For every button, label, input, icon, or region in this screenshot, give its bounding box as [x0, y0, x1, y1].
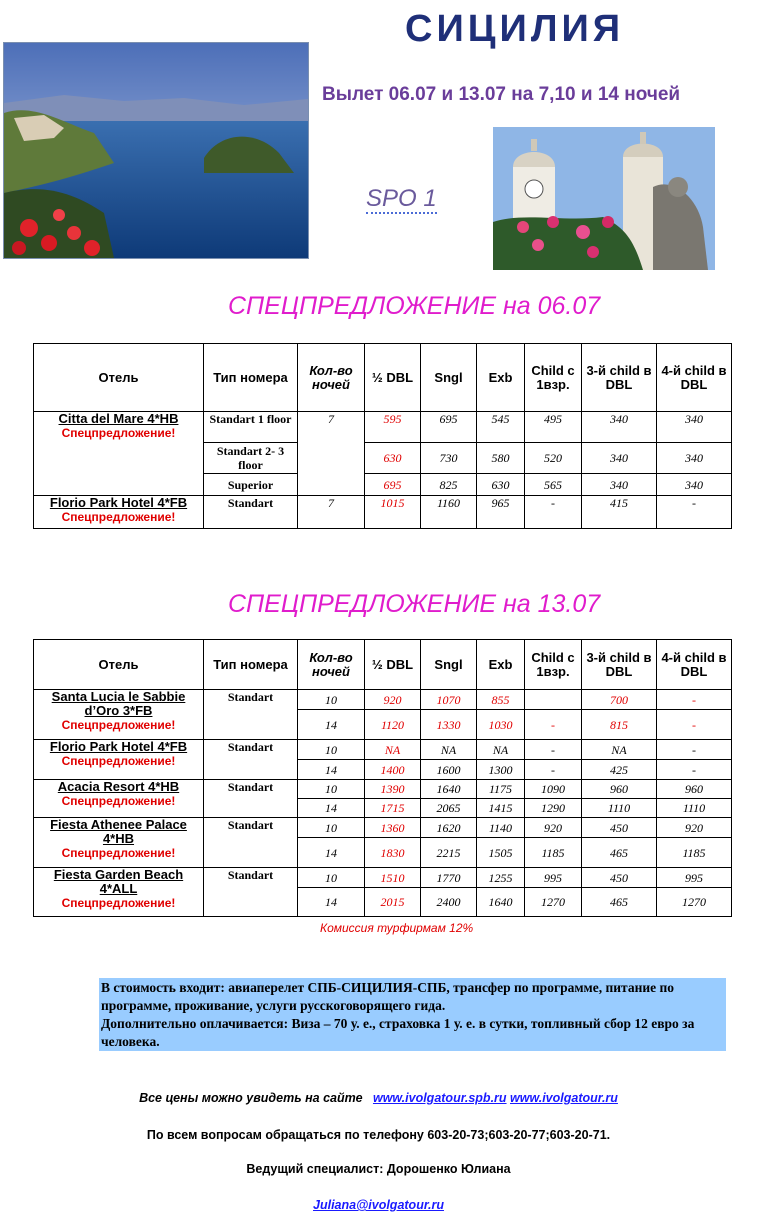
price-exb: NA: [477, 740, 525, 760]
departure-subtitle: Вылет 06.07 и 13.07 на 7,10 и 14 ночей: [322, 84, 681, 105]
table-row: [34, 412, 732, 443]
price-child: 995: [525, 868, 582, 888]
hotel-name: Florio Park Hotel 4*FB: [49, 739, 188, 754]
price-dbl: 1830: [365, 838, 421, 868]
email-link[interactable]: Juliana@ivolgatour.ru: [313, 1198, 444, 1212]
price-exb: 630: [477, 474, 525, 496]
price-exb: 965: [477, 496, 525, 529]
hotel-cell: [34, 740, 204, 780]
price-child: 1090: [525, 780, 582, 799]
room-type: Standart: [204, 496, 298, 529]
price-dbl: 1510: [365, 868, 421, 888]
nights: 10: [298, 740, 365, 760]
church-photo-image: [493, 127, 715, 270]
price-dbl: 920: [365, 690, 421, 710]
price-includes-box: [99, 978, 726, 1051]
hotel-name: Fiesta Athenee Palace 4*HB: [50, 817, 187, 846]
special-offer-note: Спецпредложение!: [61, 754, 176, 768]
price-dbl: 1390: [365, 780, 421, 799]
header-exb: Exb: [477, 344, 525, 412]
price-exb: 545: [477, 412, 525, 443]
prices-line: [0, 1091, 757, 1105]
price-child: 1270: [525, 888, 582, 917]
commission-note: Комиссия турфирмам 12%: [320, 921, 474, 935]
room-type: Standart: [204, 690, 298, 740]
price-child: [525, 690, 582, 710]
table-row: [34, 496, 732, 529]
price-child: -: [525, 710, 582, 740]
nights: 14: [298, 838, 365, 868]
nights: 10: [298, 818, 365, 838]
price-4th-child: 995: [657, 868, 732, 888]
price-exb: 580: [477, 443, 525, 474]
table-row: [34, 690, 732, 710]
price-dbl: 1715: [365, 799, 421, 818]
price-exb: 1140: [477, 818, 525, 838]
price-dbl: 2015: [365, 888, 421, 917]
offer2-price-table: [33, 639, 732, 917]
spo-text: SPO 1: [366, 185, 437, 212]
price-dbl: 1120: [365, 710, 421, 740]
nights: 14: [298, 888, 365, 917]
hotel-name: Fiesta Garden Beach 4*ALL: [53, 867, 184, 896]
price-child: -: [525, 496, 582, 529]
hotel-cell: [34, 496, 204, 529]
price-child: 495: [525, 412, 582, 443]
price-sngl: 2215: [421, 838, 477, 868]
nights: 14: [298, 710, 365, 740]
price-sngl: NA: [421, 740, 477, 760]
offer1-price-table: [33, 343, 732, 529]
hotel-cell: [34, 690, 204, 740]
offer2-header-row: [34, 640, 732, 690]
hotel-cell: [34, 412, 204, 496]
price-sngl: 825: [421, 474, 477, 496]
price-sngl: 1330: [421, 710, 477, 740]
header-half-dbl: ½ DBL: [365, 640, 421, 690]
header-3rd-child: 3-й child в DBL: [582, 344, 657, 412]
includes-text: В стоимость входит: авиаперелет СПБ-СИЦИЛИЯ-СПБ, трансфер по программе, питание по программе, проживание, услуги русскоговорящего гида.: [101, 980, 675, 1013]
price-3rd-child: 1110: [582, 799, 657, 818]
price-4th-child: -: [657, 760, 732, 780]
spo-label: [366, 185, 437, 213]
price-dbl: 695: [365, 474, 421, 496]
extra-payment-text: Дополнительно оплачивается: Виза – 70 у. е., страховка 1 у. е. в сутки, топливный сбор 12 евро за человека.: [101, 1016, 695, 1049]
price-exb: 1505: [477, 838, 525, 868]
price-4th-child: 920: [657, 818, 732, 838]
price-exb: 1640: [477, 888, 525, 917]
price-dbl: 1360: [365, 818, 421, 838]
price-exb: 1175: [477, 780, 525, 799]
special-offer-note: Спецпредложение!: [61, 718, 176, 732]
price-sngl: 730: [421, 443, 477, 474]
hotel-cell: [34, 780, 204, 818]
price-dbl: 595: [365, 412, 421, 443]
coast-photo-image: [4, 43, 308, 258]
price-sngl: 1600: [421, 760, 477, 780]
price-sngl: 1620: [421, 818, 477, 838]
price-4th-child: 1110: [657, 799, 732, 818]
price-4th-child: 340: [657, 443, 732, 474]
price-exb: 1300: [477, 760, 525, 780]
price-sngl: 1070: [421, 690, 477, 710]
specialist-line: Ведущий специалист: Дорошенко Юлиана: [246, 1162, 511, 1176]
price-sngl: 2065: [421, 799, 477, 818]
price-child: -: [525, 760, 582, 780]
hotel-cell: [34, 818, 204, 868]
price-dbl: NA: [365, 740, 421, 760]
header-exb: Exb: [477, 640, 525, 690]
nights: 7: [298, 496, 365, 529]
nights: 10: [298, 868, 365, 888]
table-row: [34, 740, 732, 760]
price-3rd-child: 815: [582, 710, 657, 740]
special-offer-note: Спецпредложение!: [61, 896, 176, 910]
prices-text: Все цены можно увидеть на сайте: [139, 1091, 363, 1105]
hotel-name: Florio Park Hotel 4*FB: [49, 495, 188, 510]
table-row: [34, 818, 732, 838]
price-3rd-child: 450: [582, 868, 657, 888]
header-nights: Кол-во ночей: [298, 640, 365, 690]
price-exb: 855: [477, 690, 525, 710]
hotel-name: Acacia Resort 4*HB: [57, 779, 180, 794]
price-4th-child: 340: [657, 474, 732, 496]
hotel-name: Citta del Mare 4*HB: [58, 411, 179, 426]
price-child: -: [525, 740, 582, 760]
nights: 7: [298, 412, 365, 496]
room-type: Standart: [204, 818, 298, 868]
price-3rd-child: 465: [582, 838, 657, 868]
phone-line: По всем вопросам обращаться по телефону 603-20-73;603-20-77;603-20-71.: [146, 1128, 611, 1142]
price-3rd-child: 700: [582, 690, 657, 710]
header-4th-child: 4-й child в DBL: [657, 344, 732, 412]
nights: 10: [298, 690, 365, 710]
header-half-dbl: ½ DBL: [365, 344, 421, 412]
price-3rd-child: 450: [582, 818, 657, 838]
header-hotel: Отель: [34, 344, 204, 412]
price-dbl: 1015: [365, 496, 421, 529]
price-3rd-child: 425: [582, 760, 657, 780]
hotel-cell: [34, 868, 204, 917]
site-link-spb[interactable]: www.ivolgatour.spb.ru: [372, 1091, 507, 1105]
header-sngl: Sngl: [421, 640, 477, 690]
price-4th-child: -: [657, 690, 732, 710]
room-type: Superior: [204, 474, 298, 496]
header-room-type: Тип номера: [204, 640, 298, 690]
price-exb: 1255: [477, 868, 525, 888]
price-4th-child: -: [657, 496, 732, 529]
room-type: Standart 2- 3 floor: [204, 443, 298, 474]
hotel-name: Santa Lucia le Sabbie d’Oro 3*FB: [51, 689, 186, 718]
price-exb: 1030: [477, 710, 525, 740]
price-3rd-child: 415: [582, 496, 657, 529]
price-4th-child: 1185: [657, 838, 732, 868]
table-row: [34, 868, 732, 888]
price-exb: 1415: [477, 799, 525, 818]
price-child: 565: [525, 474, 582, 496]
price-4th-child: 340: [657, 412, 732, 443]
price-3rd-child: 960: [582, 780, 657, 799]
nights: 14: [298, 760, 365, 780]
special-offer-note: Спецпредложение!: [61, 846, 176, 860]
price-sngl: 1770: [421, 868, 477, 888]
special-offer-note: Спецпредложение!: [61, 510, 176, 524]
header-nights: Кол-во ночей: [298, 344, 365, 412]
price-child: 920: [525, 818, 582, 838]
header-child: Child с 1взр.: [525, 640, 582, 690]
header-3rd-child: 3-й child в DBL: [582, 640, 657, 690]
price-sngl: 2400: [421, 888, 477, 917]
room-type: Standart: [204, 780, 298, 818]
price-dbl: 630: [365, 443, 421, 474]
offer1-heading: СПЕЦПРЕДЛОЖЕНИЕ на 06.07: [228, 292, 601, 320]
special-offer-note: Спецпредложение!: [61, 794, 176, 808]
price-3rd-child: NA: [582, 740, 657, 760]
special-offer-note: Спецпредложение!: [61, 426, 176, 440]
email-line: [0, 1198, 757, 1212]
price-sngl: 1640: [421, 780, 477, 799]
price-3rd-child: 465: [582, 888, 657, 917]
header-child: Child с 1взр.: [525, 344, 582, 412]
price-dbl: 1400: [365, 760, 421, 780]
price-4th-child: 1270: [657, 888, 732, 917]
header-hotel: Отель: [34, 640, 204, 690]
nights: 10: [298, 780, 365, 799]
price-sngl: 1160: [421, 496, 477, 529]
nights: 14: [298, 799, 365, 818]
price-3rd-child: 340: [582, 443, 657, 474]
offer1-header-row: [34, 344, 732, 412]
price-3rd-child: 340: [582, 474, 657, 496]
coast-photo: [3, 42, 309, 259]
header-sngl: Sngl: [421, 344, 477, 412]
room-type: Standart 1 floor: [204, 412, 298, 443]
room-type: Standart: [204, 868, 298, 917]
page-title: СИЦИЛИЯ: [405, 8, 625, 50]
price-child: 1290: [525, 799, 582, 818]
site-link-main[interactable]: www.ivolgatour.ru: [510, 1091, 618, 1105]
room-type: Standart: [204, 740, 298, 780]
church-photo: [493, 127, 715, 270]
price-child: 1185: [525, 838, 582, 868]
offer2-heading: СПЕЦПРЕДЛОЖЕНИЕ на 13.07: [228, 590, 601, 618]
table-row: [34, 780, 732, 799]
price-4th-child: 960: [657, 780, 732, 799]
price-child: 520: [525, 443, 582, 474]
price-3rd-child: 340: [582, 412, 657, 443]
price-sngl: 695: [421, 412, 477, 443]
header-4th-child: 4-й child в DBL: [657, 640, 732, 690]
price-4th-child: -: [657, 740, 732, 760]
price-4th-child: -: [657, 710, 732, 740]
header-room-type: Тип номера: [204, 344, 298, 412]
